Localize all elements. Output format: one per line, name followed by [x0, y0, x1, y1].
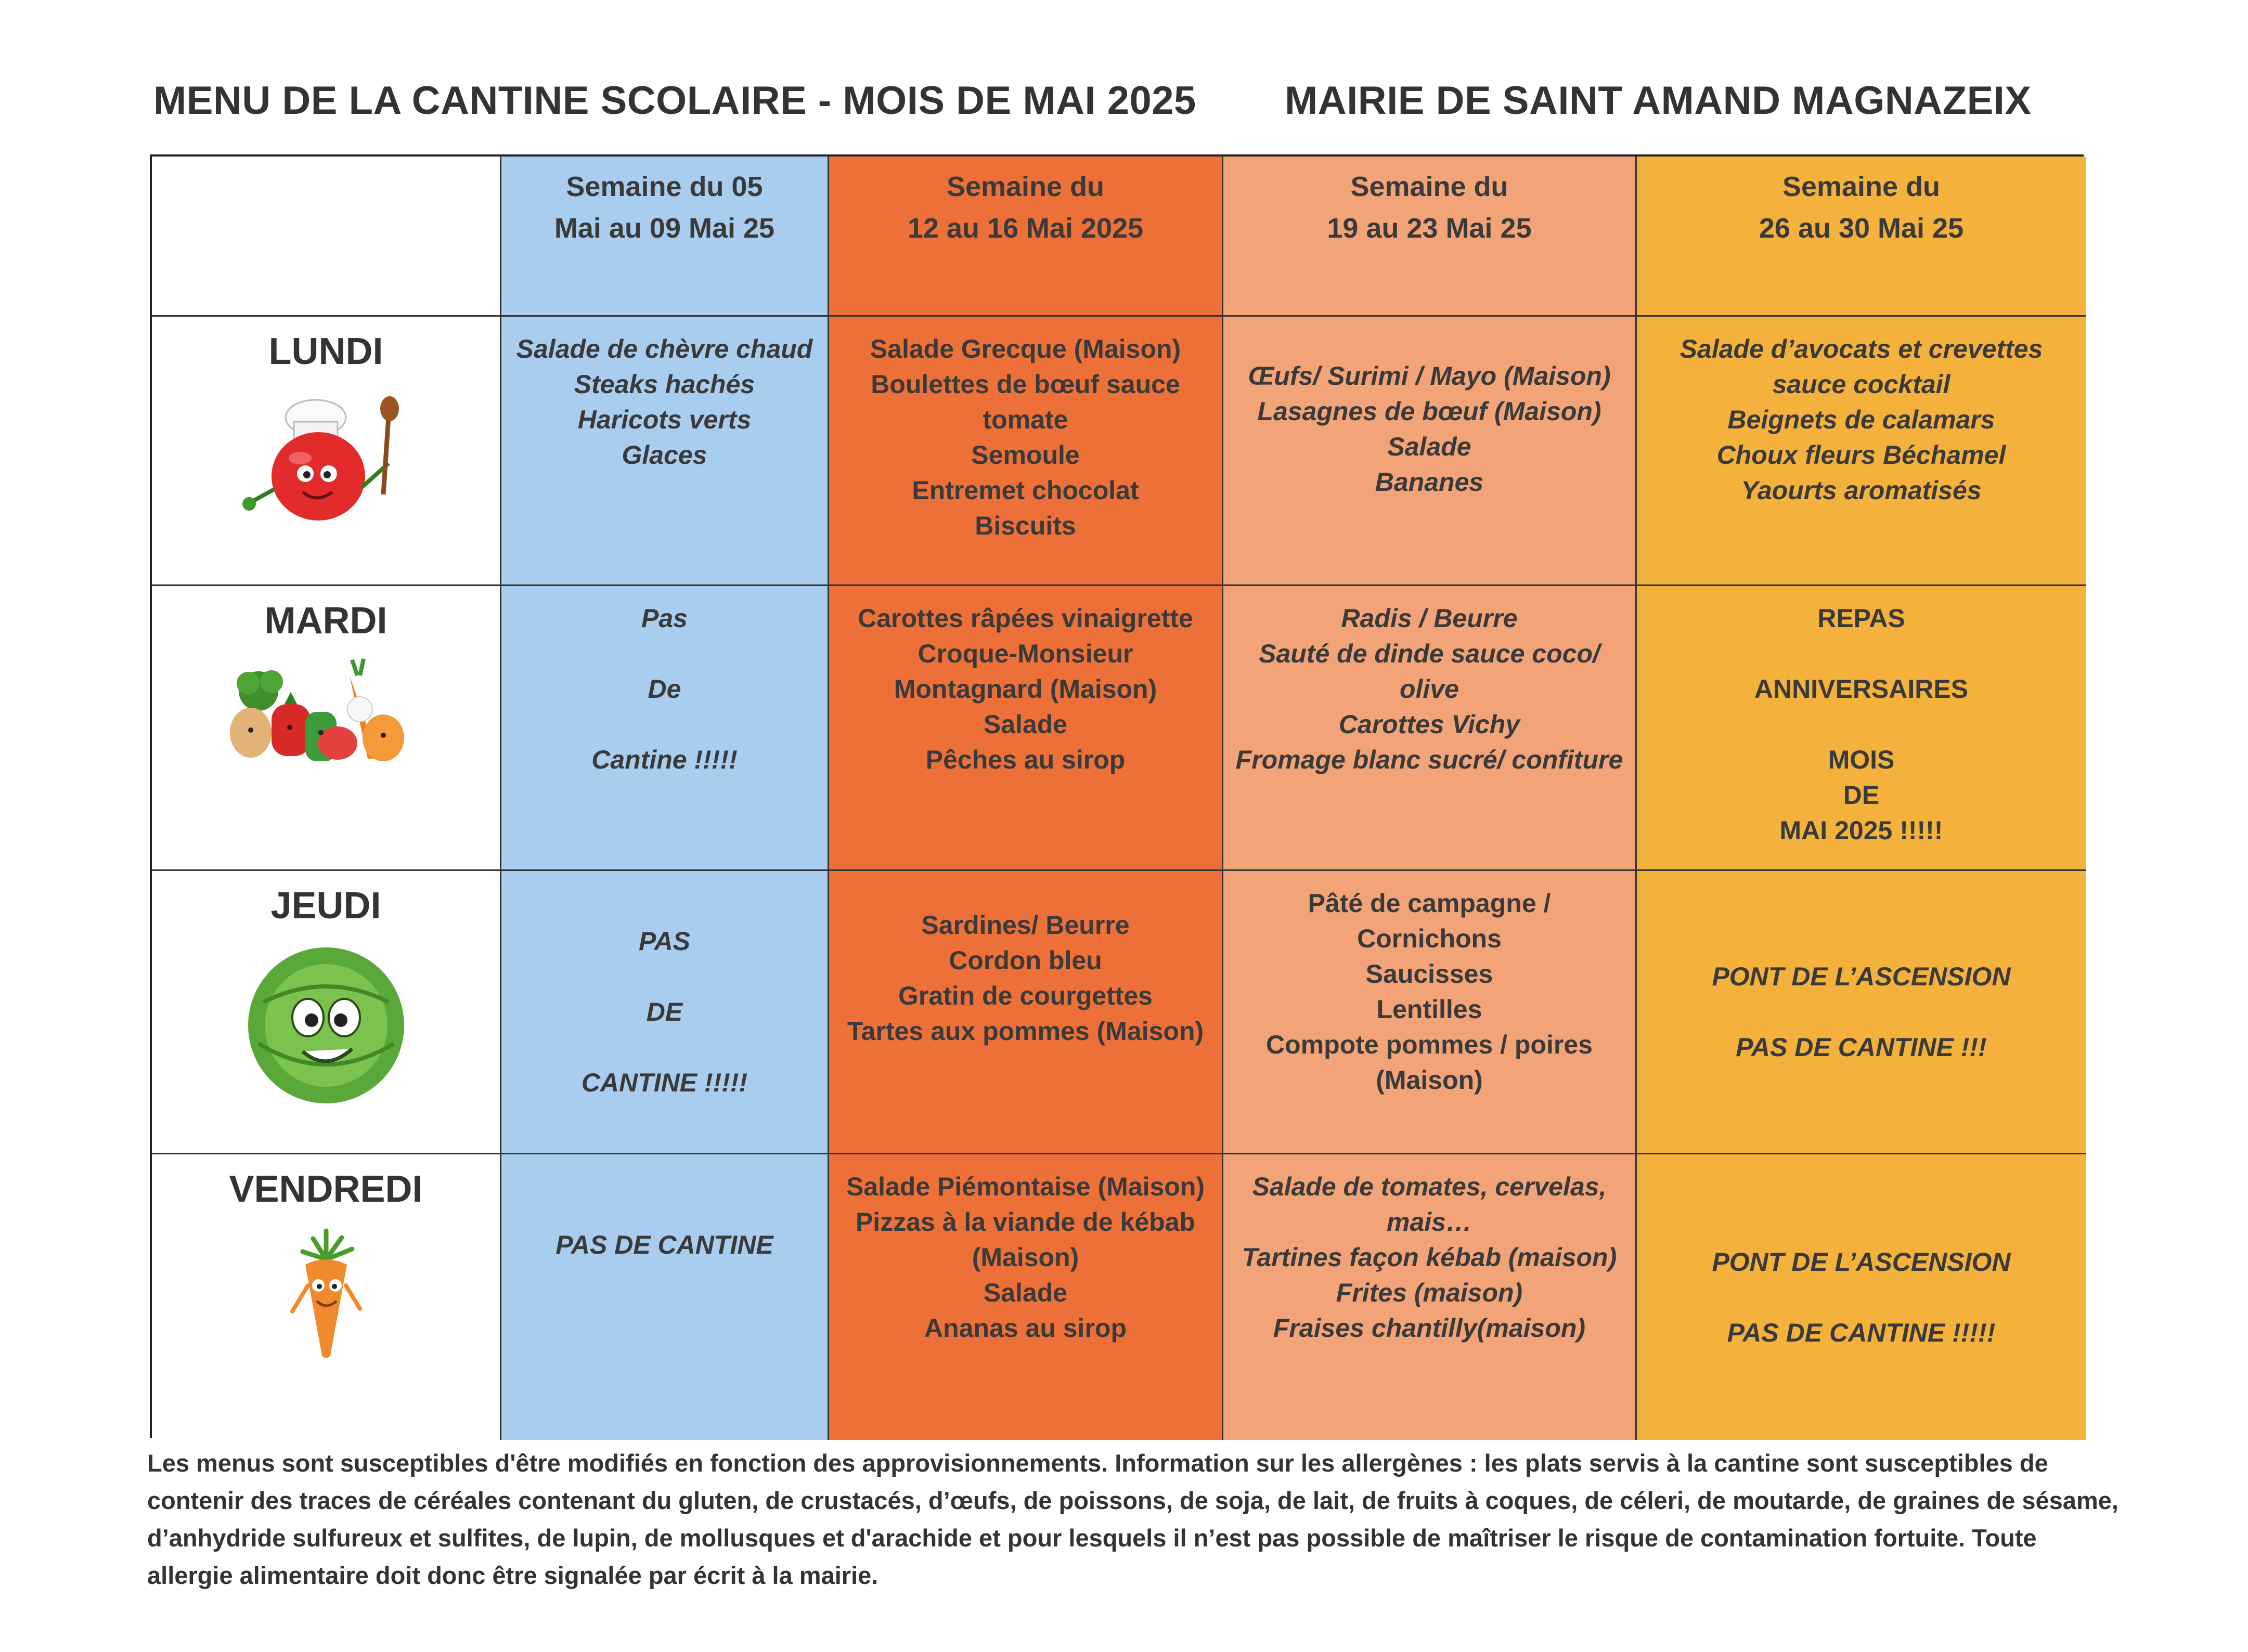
menu-mardi-week-4	[1637, 586, 2086, 871]
menu-line: Radis / Beurre	[1341, 604, 1518, 633]
menu-lundi-week-4	[1637, 317, 2086, 586]
menu-line: ANNIVERSAIRES	[1754, 674, 1969, 704]
menu-line: Sauté de dinde sauce coco/	[1259, 639, 1600, 668]
day-label: MARDI	[264, 600, 387, 642]
carrot-character-icon	[285, 1223, 368, 1363]
week-header-line: Semaine du	[946, 171, 1105, 202]
vegetables-group-icon	[227, 655, 425, 774]
menu-line: PONT DE L’ASCENSION	[1712, 962, 2011, 991]
week-header-4	[1637, 157, 2086, 317]
menu-line: PAS DE CANTINE !!!	[1736, 1033, 1987, 1062]
menu-line: Fromage blanc sucré/ confiture	[1235, 745, 1623, 774]
menu-vendredi-week-1	[501, 1154, 829, 1440]
menu-line: Croque-Monsieur	[918, 639, 1133, 668]
menu-line: Salade de chèvre chaud	[516, 334, 813, 363]
footer-line: contenir des traces de céréales contenant du gluten, de crustacés, d’œufs, de poissons, de soja, de lait, de fruits à coques, de céleri, de moutarde, de graines de sésame,	[147, 1487, 2118, 1514]
day-label: JEUDI	[270, 885, 381, 927]
menu-line: Lentilles	[1376, 995, 1482, 1024]
menu-mardi-week-1	[501, 586, 829, 871]
menu-line: Choux fleurs Béchamel	[1716, 440, 2006, 470]
menu-line: Salade de tomates, cervelas,	[1252, 1172, 1607, 1201]
menu-vendredi-week-2	[829, 1154, 1223, 1440]
menu-vendredi-week-3	[1223, 1154, 1637, 1440]
menu-jeudi-week-2	[829, 871, 1223, 1154]
menu-line: Fraises chantilly(maison)	[1273, 1313, 1586, 1343]
menu-line: Montagnard (Maison)	[894, 674, 1157, 704]
footer-line: allergie alimentaire doit donc être signalée par écrit à la mairie.	[147, 1562, 878, 1589]
menu-line: MOIS	[1828, 745, 1895, 774]
menu-line: REPAS	[1817, 604, 1905, 633]
menu-line: Salade	[983, 710, 1068, 739]
menu-line: tomate	[983, 405, 1068, 434]
menu-line: PAS DE CANTINE !!!!!	[1727, 1318, 1996, 1347]
allergen-notice	[147, 1445, 2176, 1594]
menu-lundi-week-2	[829, 317, 1223, 586]
menu-line: Salade Piémontaise (Maison)	[846, 1172, 1205, 1201]
page-title: MENU DE LA CANTINE SCOLAIRE - MOIS DE MAI 2025	[153, 79, 1196, 123]
day-cell-vendredi	[152, 1154, 501, 1440]
menu-table	[150, 154, 2084, 1438]
menu-line: DE	[646, 997, 683, 1026]
menu-jeudi-week-1	[501, 871, 829, 1154]
footer-line: Les menus sont susceptibles d'être modifiés en fonction des approvisionnements. Information sur les allergènes : les plats servis à la cantine sont susceptibles de	[147, 1449, 2048, 1477]
menu-line: Pas	[641, 604, 688, 633]
menu-line: Œufs/ Surimi / Mayo (Maison)	[1248, 361, 1611, 391]
menu-line: Salade	[1387, 432, 1471, 461]
day-cell-jeudi	[152, 871, 501, 1154]
menu-vendredi-week-4	[1637, 1154, 2086, 1440]
menu-line: PAS	[638, 927, 691, 956]
menu-line: Glaces	[622, 440, 707, 470]
day-label: VENDREDI	[229, 1168, 423, 1210]
menu-line: PAS DE CANTINE	[555, 1230, 773, 1259]
corner-cell	[152, 157, 501, 317]
menu-mardi-week-2	[829, 586, 1223, 871]
menu-line: Semoule	[971, 440, 1080, 470]
menu-line: Yaourts aromatisés	[1741, 476, 1982, 505]
cabbage-face-icon	[243, 940, 409, 1111]
menu-line: Beignets de calamars	[1727, 405, 1995, 434]
menu-line: Carottes râpées vinaigrette	[858, 604, 1193, 633]
menu-jeudi-week-4	[1637, 871, 2086, 1154]
menu-line: Ananas au sirop	[924, 1313, 1127, 1343]
week-header-1	[501, 157, 829, 317]
menu-line: mais…	[1387, 1207, 1472, 1237]
week-header-line: Mai au 09 Mai 25	[554, 213, 775, 244]
menu-line: Steaks hachés	[574, 370, 755, 399]
menu-line: sauce cocktail	[1772, 370, 1950, 399]
week-header-line: Semaine du	[1350, 171, 1508, 202]
menu-line: Sardines/ Beurre	[921, 910, 1130, 940]
menu-line: Carottes Vichy	[1338, 710, 1520, 739]
menu-line: Biscuits	[975, 511, 1076, 540]
menu-mardi-week-3	[1223, 586, 1637, 871]
menu-line: Pêches au sirop	[925, 745, 1126, 774]
menu-line: Saucisses	[1365, 959, 1493, 988]
week-header-line: 19 au 23 Mai 25	[1327, 213, 1532, 244]
menu-line: Cantine !!!!!	[591, 745, 738, 774]
day-label: LUNDI	[268, 331, 383, 372]
week-header-line: Semaine du 05	[566, 171, 763, 202]
week-header-line: Semaine du	[1782, 171, 1941, 202]
menu-line: Lasagnes de bœuf (Maison)	[1257, 397, 1601, 426]
menu-line: Gratin de courgettes	[898, 981, 1153, 1010]
menu-line: Salade	[983, 1278, 1068, 1307]
menu-line: Haricots verts	[577, 405, 752, 434]
menu-jeudi-week-3	[1223, 871, 1637, 1154]
day-cell-mardi	[152, 586, 501, 871]
footer-line: d’anhydride sulfureux et sulfites, de lupin, de mollusques et d'arachide et pour lesquels il n’est pas possible de maîtriser le risque de contamination fortuite. Toute	[147, 1524, 2037, 1552]
mairie-title: MAIRIE DE SAINT AMAND MAGNAZEIX	[1285, 79, 2032, 123]
menu-line: Entremet chocolat	[912, 476, 1139, 505]
menu-line: Tartines façon kébab (maison)	[1242, 1243, 1617, 1272]
menu-lundi-week-3	[1223, 317, 1637, 586]
menu-line: PONT DE L’ASCENSION	[1712, 1247, 2011, 1277]
day-cell-lundi	[152, 317, 501, 586]
menu-line: Pizzas à la viande de kébab	[855, 1207, 1196, 1237]
week-header-line: 26 au 30 Mai 25	[1759, 213, 1964, 244]
tomato-chef-icon	[232, 385, 420, 541]
menu-lundi-week-1	[501, 317, 829, 586]
menu-line: MAI 2025 !!!!!	[1779, 816, 1943, 845]
menu-line: (Maison)	[972, 1243, 1079, 1272]
menu-line: olive	[1400, 674, 1459, 704]
menu-line: CANTINE !!!!!	[581, 1068, 748, 1097]
menu-line: Cordon bleu	[949, 946, 1102, 975]
menu-line: Tartes aux pommes (Maison)	[847, 1017, 1204, 1046]
week-header-2	[829, 157, 1223, 317]
menu-line: DE	[1843, 781, 1880, 810]
menu-line: Frites (maison)	[1336, 1278, 1523, 1307]
menu-line: Salade Grecque (Maison)	[870, 334, 1181, 363]
menu-line: Bananes	[1375, 467, 1484, 497]
menu-line: Compote pommes / poires	[1266, 1030, 1593, 1059]
week-header-line: 12 au 16 Mai 2025	[907, 213, 1144, 244]
menu-line: Pâté de campagne /	[1308, 889, 1551, 918]
menu-line: (Maison)	[1376, 1065, 1483, 1095]
menu-line: De	[648, 674, 681, 704]
week-header-3	[1223, 157, 1637, 317]
menu-line: Salade d’avocats et crevettes	[1679, 334, 2043, 363]
menu-line: Cornichons	[1357, 924, 1502, 953]
menu-line: Boulettes de bœuf sauce	[871, 370, 1180, 399]
